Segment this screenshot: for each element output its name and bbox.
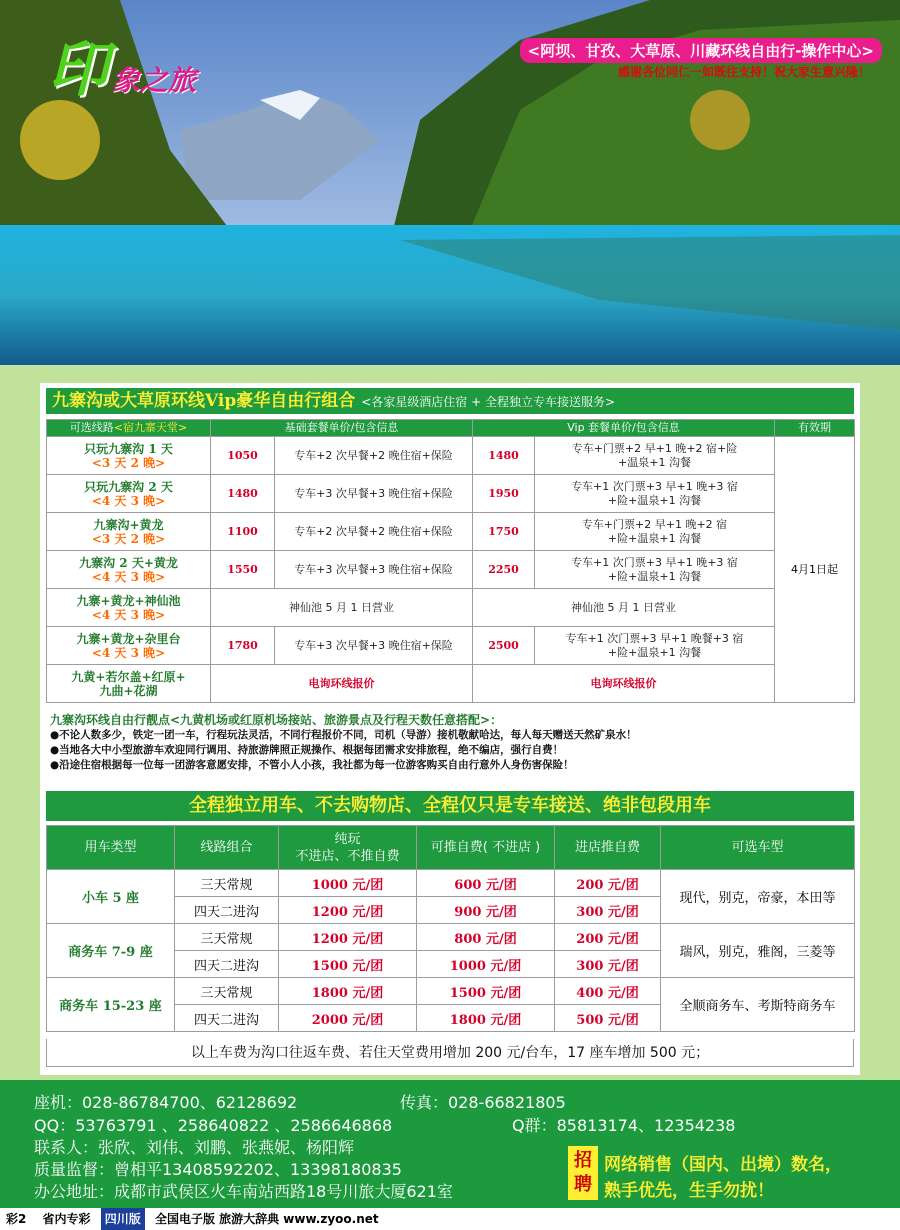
table-row: 九寨+黄龙+杂里台 <4 天 3 晚> 1780 专车+3 次早餐+3 晚住宿+保险 2500 专车+1 次门票+3 早+1 晚餐+3 宿 +险+温泉+1 沟餐 [47,627,855,665]
footer-bar: 彩2 省内专彩 四川版 全国电子版 旅游大辞典 www.zyoo.net [0,1208,900,1230]
fare-note: 以上车费为沟口往返车费、若住天堂费用增加 200 元/台车，17 座车增加 500 元； [46,1039,854,1067]
headline: <阿坝、甘孜、大草原、川藏环线自由行-操作中心> [520,38,882,63]
table-row: 商务车 15-23 座 三天常规 1800 元/团 1500 元/团 400 元/团 全顺商务车、考斯特商务车 [47,978,855,1005]
table-row: 四天二进沟 1500 元/团 1000 元/团 300 元/团 [47,951,855,978]
table-row: 九黄+若尔盖+红原+ 九曲+花湖 电询环线报价 电询环线报价 [47,665,855,703]
table-row: 小车 5 座 三天常规 1000 元/团 600 元/团 200 元/团 现代，别克，帝豪，本田等 [47,870,855,897]
fax: 传真：028-66821805 [400,1093,566,1112]
col-basic: 基础套餐单价/包含信息 [211,420,473,437]
table-row: 四天二进沟 2000 元/团 1800 元/团 500 元/团 [47,1005,855,1032]
logo: 印象之旅 [48,35,197,105]
recruit-badge: 招 聘 [568,1146,598,1200]
qq-group: Q群：85813174、12354238 [512,1116,736,1135]
vehicle-table: 用车类型 线路组合 纯玩 不进店、不推自费 可推自费( 不进店 ) 进店推自费 可选车型 小车 5 座 三天常规 1000 元/团 600 元/团 200 元/团 现代，别克，帝豪，本田等 四天二进沟 1200 元/团 900 元/团 300 元/团 商务车 7-9 座 三天常规 1200 元/团 800 元/团 200 元/团 瑞风，别克，雅阁，三菱等 四天二进沟 1500 元/团 1000 元/团 300 元/团 商务车 15-23 座 三天常规 1800 元/团 1500 元/团 400 元/团 全顺商务车、考斯特商务车 四天二进沟 2000 元/团 1800 元/团 500 元/团 [46,825,855,1032]
phone: 座机：028-86784700、62128692 [34,1093,298,1112]
table-row: 九寨沟+黄龙 <3 天 2 晚> 1100 专车+2 次早餐+2 晚住宿+保险 1750 专车+门票+2 早+1 晚+2 宿 +险+温泉+1 沟餐 [47,513,855,551]
table-row: 只玩九寨沟 2 天 <4 天 3 晚> 1480 专车+3 次早餐+3 晚住宿+保险 1950 专车+1 次门票+3 早+1 晚+3 宿 +险+温泉+1 沟餐 [47,475,855,513]
address: 办公地址：成都市武侯区火车南站西路18号川旅大厦621室 [34,1182,453,1201]
greeting: 感谢各位同仁一如既往支持！祝大家生意兴隆！ [617,65,870,79]
col-valid: 有效期 [775,420,855,437]
price-box [40,383,860,1075]
table-row: 九寨+黄龙+神仙池 <4 天 3 晚> 神仙池 5 月 1 日营业 神仙池 5 月 1 日营业 [47,589,855,627]
recruit-box: 招 聘 网络销售（国内、出境）数名， 熟手优先，生手勿扰！ [568,1144,890,1204]
col-route: 可选线路<宿九寨天堂> [47,420,211,437]
table-row: 商务车 7-9 座 三天常规 1200 元/团 800 元/团 200 元/团 瑞风，别克，雅阁，三菱等 [47,924,855,951]
table-row: 只玩九寨沟 1 天 <3 天 2 晚> 1050 专车+2 次早餐+2 晚住宿+保险 1480 专车+门票+2 早+1 晚+2 宿+险 +温泉+1 沟餐 4月1日起 [47,437,855,475]
package-table [46,419,855,703]
edition-badge: 四川版 [101,1208,145,1230]
content-panel [0,365,900,1080]
notes: 九寨沟环线自由行靓点<九黄机场或红原机场接站、旅游景点及行程天数任意搭配>： ●不论人数多少，铁定一团一车，行程玩法灵活，不同行程报价不同，司机（导游）接机敬献哈达，每人每天赠送天然矿泉水！ ●当地各大中小型旅游车欢迎同行调用、持旅游牌照正规操作、根据每团需求安排旅程，绝不编店，强行自费！ ●沿途住宿根据每一位每一团游客意愿安排，不管小人小孩，我社都为每一位游客购买自由行意外人身伤害保险！ [50,713,637,771]
qq: QQ：53763791 、258640822 、2586646868 [34,1116,393,1135]
contact-section [0,1080,900,1208]
col-vip: Vip 套餐单价/包含信息 [473,420,775,437]
table-row: 四天二进沟 1200 元/团 900 元/团 300 元/团 [47,897,855,924]
contacts: 联系人：张欣、刘伟、刘鹏、张燕妮、杨阳辉 [34,1138,355,1157]
package-title: 九寨沟或大草原环线Vip豪华自由行组合 <各家星级酒店住宿 + 全程独立专车接送服务> [46,388,854,414]
valid-date: 4月1日起 [775,437,855,703]
quality-supervision: 质量监督：曾相平13408592202、13398180835 [34,1160,402,1179]
vehicle-title: 全程独立用车、不去购物店、全程仅只是专车接送、绝非包段用车 [46,791,854,821]
hero-banner [0,0,900,365]
table-row: 九寨沟 2 天+黄龙 <4 天 3 晚> 1550 专车+3 次早餐+3 晚住宿+保险 2250 专车+1 次门票+3 早+1 晚+3 宿 +险+温泉+1 沟餐 [47,551,855,589]
